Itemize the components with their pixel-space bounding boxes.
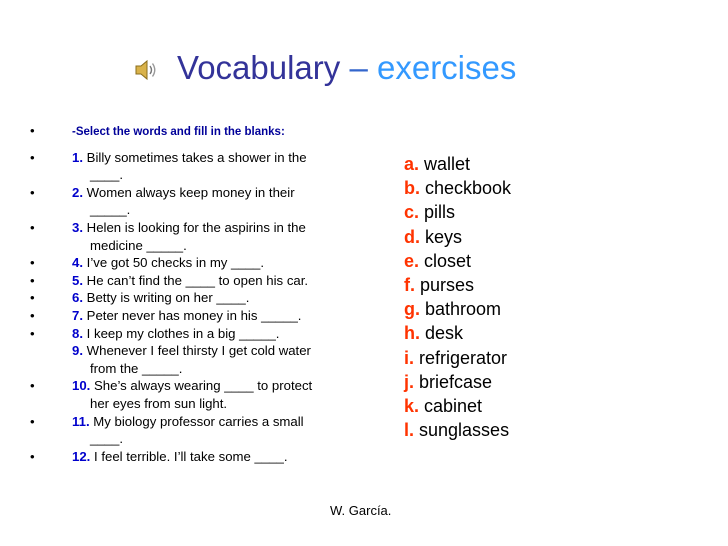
exercise-number: 3.	[72, 219, 83, 235]
exercise-number: 5.	[72, 272, 83, 288]
answer-item	[404, 176, 511, 200]
answer-letter: d.	[404, 226, 420, 247]
answer-item	[404, 418, 511, 442]
answer-item	[404, 394, 511, 418]
exercise-number: 6.	[72, 290, 83, 306]
spacer	[30, 142, 350, 149]
exercise-item	[30, 219, 350, 254]
answer-word: refrigerator	[414, 347, 508, 368]
exercise-number: 7.	[72, 307, 83, 323]
answer-letter: g.	[404, 299, 420, 320]
exercise-text: She’s always wearing ____ to protect	[90, 378, 313, 394]
exercise-item	[30, 342, 350, 377]
exercise-text: I keep my clothes in a big _____.	[83, 325, 280, 341]
answer-item	[404, 249, 511, 273]
answer-letter: h.	[404, 323, 420, 344]
exercise-text: My biology professor carries a small	[89, 413, 304, 429]
title-text	[177, 48, 516, 88]
exercise-item	[30, 272, 350, 290]
answer-letter: a.	[404, 154, 420, 174]
answer-item	[404, 297, 511, 321]
exercise-text: Betty is writing on her ____.	[83, 290, 250, 306]
instruction-text: -Select the words and fill in the blanks:	[72, 126, 285, 138]
exercise-number: 9.	[72, 343, 83, 359]
exercise-continuation: _____.	[90, 202, 131, 218]
title-accent: exercises	[376, 49, 517, 86]
exercise-item	[30, 184, 350, 219]
exercise-continuation: ____.	[90, 431, 124, 447]
answer-word: wallet	[419, 154, 471, 174]
answer-word: sunglasses	[414, 420, 510, 441]
exercise-number: 8.	[72, 325, 83, 341]
exercise-text: Peter never has money in his _____.	[83, 307, 302, 323]
slide-title	[0, 44, 728, 94]
exercise-number: 10.	[72, 378, 91, 394]
exercise-item	[30, 149, 350, 184]
exercise-list	[30, 122, 350, 465]
answer-word: desk	[420, 323, 464, 344]
instruction-item	[30, 122, 350, 142]
answer-item	[404, 225, 511, 249]
answer-item	[404, 200, 511, 224]
title-dash: –	[340, 49, 377, 86]
answer-letter: j.	[404, 371, 415, 392]
answer-word: pills	[419, 202, 456, 223]
exercise-text: He can’t find the ____ to open his car.	[83, 272, 309, 288]
exercise-text: I’ve got 50 checks in my ____.	[83, 255, 265, 271]
exercise-number: 1.	[72, 149, 83, 165]
title-main: Vocabulary	[177, 49, 341, 86]
answer-word: cabinet	[419, 396, 483, 417]
answer-letter: i.	[404, 347, 415, 368]
answer-letter: c.	[404, 202, 420, 223]
exercise-item	[30, 307, 350, 325]
exercise-number: 11.	[72, 413, 90, 429]
answer-word: checkbook	[420, 178, 512, 199]
answer-word: closet	[419, 250, 472, 271]
exercise-continuation: medicine _____.	[90, 237, 187, 253]
answer-letter: k.	[404, 396, 420, 417]
exercise-continuation: from the _____.	[90, 360, 183, 376]
exercise-text: Billy sometimes takes a shower in the	[83, 149, 307, 165]
answer-item	[404, 346, 511, 370]
footer-author: W. García.	[330, 503, 392, 518]
exercise-item	[30, 289, 350, 307]
exercise-continuation: ____.	[90, 167, 124, 183]
answer-word: purses	[415, 275, 475, 296]
exercise-text: I feel terrible. I’ll take some ____.	[90, 448, 288, 464]
answer-item	[404, 273, 511, 297]
answer-list	[404, 152, 511, 442]
exercise-item	[30, 377, 350, 412]
answer-item	[404, 152, 511, 176]
answer-item	[404, 370, 511, 394]
exercise-item	[30, 325, 350, 343]
answer-letter: e.	[404, 250, 420, 271]
answer-word: keys	[420, 226, 463, 247]
answer-letter: b.	[404, 178, 420, 199]
exercise-item	[30, 413, 350, 448]
answer-word: briefcase	[414, 371, 493, 392]
answer-letter: l.	[404, 420, 415, 441]
speaker-icon[interactable]	[133, 57, 159, 83]
exercise-number: 12.	[72, 448, 91, 464]
exercise-text: Women always keep money in their	[83, 184, 295, 200]
exercise-continuation: her eyes from sun light.	[90, 395, 228, 411]
exercise-number: 2.	[72, 184, 83, 200]
answer-item	[404, 321, 511, 345]
exercise-item	[30, 254, 350, 272]
answer-letter: f.	[404, 275, 415, 296]
answer-word: bathroom	[420, 299, 502, 320]
exercise-item	[30, 448, 350, 466]
exercise-number: 4.	[72, 255, 83, 271]
exercise-text: Whenever I feel thirsty I get cold water	[83, 343, 311, 359]
exercise-text: Helen is looking for the aspirins in the	[83, 219, 306, 235]
